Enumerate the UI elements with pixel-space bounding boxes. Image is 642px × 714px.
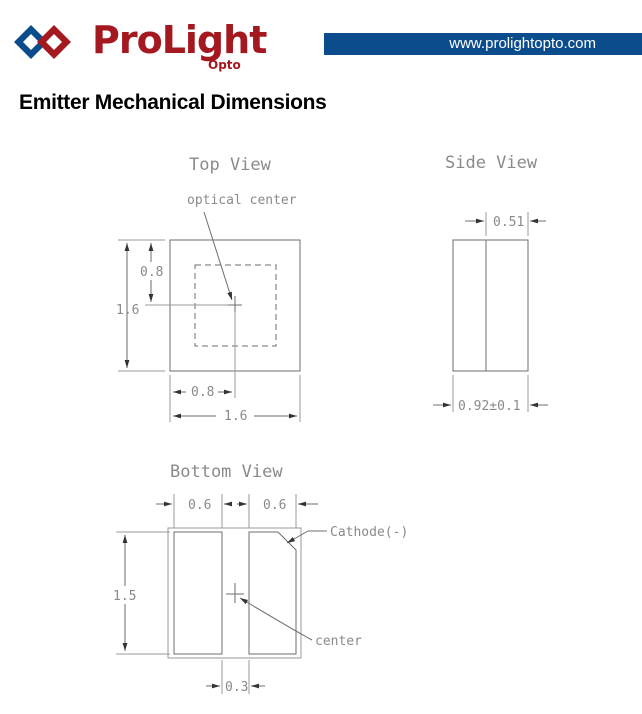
side-view-title: Side View (445, 153, 538, 173)
side-view (433, 153, 548, 414)
brand-sub: Opto (208, 58, 241, 72)
dim-top-height-total: 1.6 (116, 303, 140, 318)
website-url[interactable]: www.prolightopto.com (449, 35, 596, 52)
top-view-title: Top View (189, 155, 271, 175)
top-view (116, 155, 300, 424)
bottom-view (111, 462, 408, 695)
dim-bottom-pad-right: 0.6 (263, 498, 287, 513)
bottom-view-title: Bottom View (170, 462, 283, 482)
dim-bottom-pad-left: 0.6 (188, 498, 212, 513)
optical-center-label: optical center (187, 193, 297, 208)
dim-top-width-total: 1.6 (224, 409, 248, 424)
dim-top-width-half: 0.8 (191, 385, 215, 400)
dim-top-height-half: 0.8 (140, 265, 164, 280)
cathode-label: Cathode(-) (330, 525, 409, 540)
dim-side-thickness: 0.92±0.1 (458, 399, 521, 414)
side-body (453, 240, 528, 371)
dim-side-top-width: 0.51 (493, 215, 525, 230)
optical-center-leader (204, 212, 232, 300)
center-label: center (315, 634, 362, 649)
page-title: Emitter Mechanical Dimensions (19, 91, 327, 114)
dim-bottom-height: 1.5 (113, 589, 137, 604)
bottom-pad-right-cathode (249, 532, 296, 654)
dim-bottom-gap: 0.3 (225, 680, 249, 695)
brand-name: ProLight (92, 18, 267, 62)
bottom-pad-left (174, 532, 222, 654)
